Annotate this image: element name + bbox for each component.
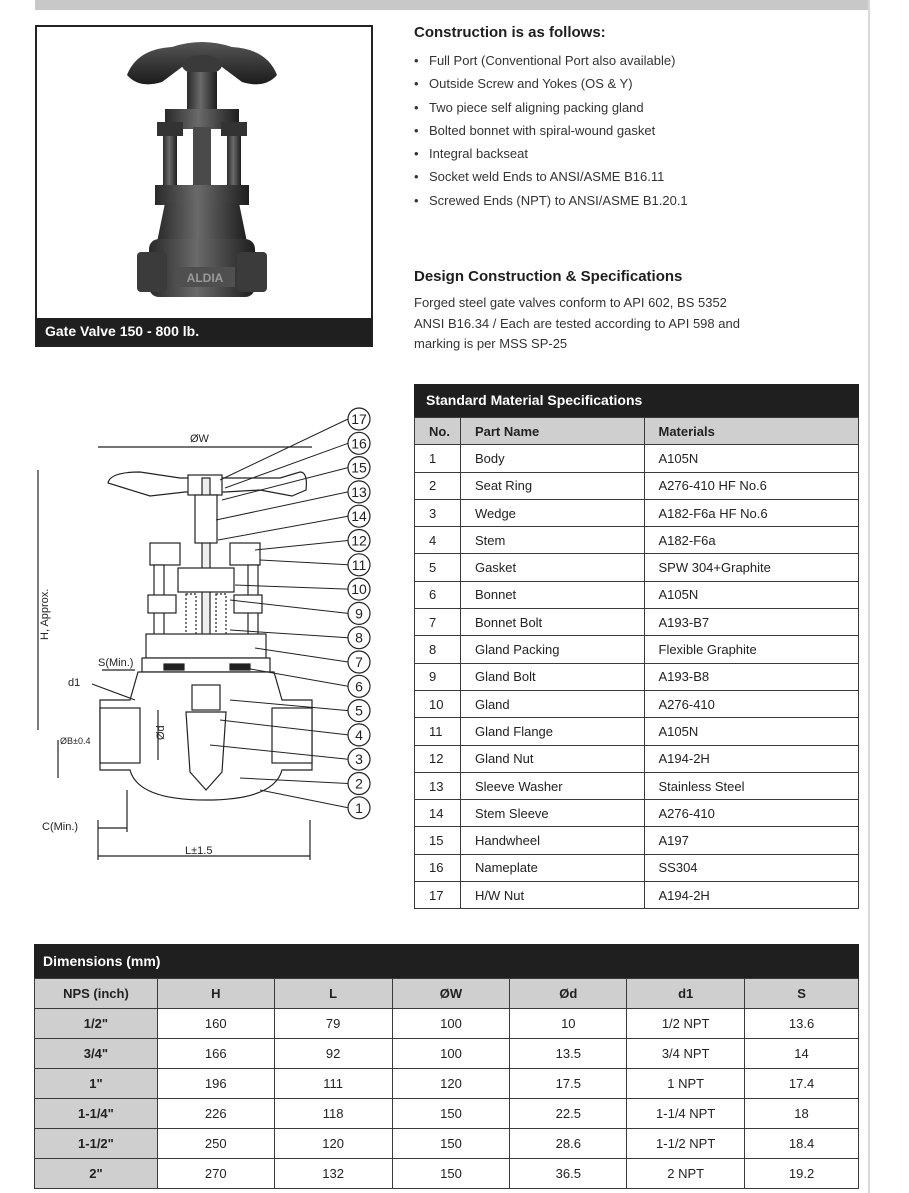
table-cell: 1 [415,445,461,472]
column-header: d1 [627,979,745,1009]
table-cell: 100 [392,1039,510,1069]
table-cell: 19.2 [745,1159,859,1189]
table-cell: 120 [274,1129,392,1159]
design-text [414,293,854,355]
table-cell: 120 [392,1069,510,1099]
material-spec-title: Standard Material Specifications [414,384,859,417]
nps-cell: 1/2" [35,1009,158,1039]
table-row [35,1129,859,1159]
table-cell: 8 [415,636,461,663]
dim-label-l: L±1.5 [185,845,213,857]
table-cell: 250 [157,1129,274,1159]
column-header: Part Name [460,418,644,445]
table-cell: 18.4 [745,1129,859,1159]
table-cell: Gland Nut [460,745,644,772]
table-cell: 79 [274,1009,392,1039]
material-spec-table [414,417,859,909]
column-header: H [157,979,274,1009]
nps-cell: 1" [35,1069,158,1099]
table-cell: SS304 [644,854,859,881]
table-row [415,554,859,581]
nps-cell: 3/4" [35,1039,158,1069]
table-cell: 36.5 [510,1159,627,1189]
column-header: S [745,979,859,1009]
table-row [415,745,859,772]
table-cell: 196 [157,1069,274,1099]
column-header: No. [415,418,461,445]
dimensions-section [34,944,859,1189]
table-row [35,1039,859,1069]
table-cell: H/W Nut [460,882,644,909]
table-row [415,772,859,799]
table-cell: 17 [415,882,461,909]
table-cell: SPW 304+Graphite [644,554,859,581]
callout-leader [260,790,348,808]
table-row [415,800,859,827]
table-cell: 6 [415,581,461,608]
table-cell: 100 [392,1009,510,1039]
dim-label-w: ØW [190,433,209,445]
table-cell: 132 [274,1159,392,1189]
dim-label-s: S(Min.) [98,657,134,669]
table-cell: A193-B8 [644,663,859,690]
table-row [35,1099,859,1129]
table-cell: 15 [415,827,461,854]
table-cell: 160 [157,1009,274,1039]
valve-drawing-svg [30,400,380,880]
dimensions-title: Dimensions (mm) [34,944,859,978]
valve-section-drawing [30,400,380,880]
table-cell: Gland Packing [460,636,644,663]
table-row [35,1069,859,1099]
table-cell: 9 [415,663,461,690]
table-cell: 22.5 [510,1099,627,1129]
callout-number: 11 [351,556,367,573]
valve-logo-text: ALDIA [186,271,224,285]
table-cell: 1-1/4 NPT [627,1099,745,1129]
table-cell: 3 [415,499,461,526]
table-row [415,581,859,608]
table-cell: 1 NPT [627,1069,745,1099]
table-cell: 2 [415,472,461,499]
callout-number: 15 [351,459,367,476]
table-row [415,609,859,636]
gate-valve-image-icon [37,27,371,318]
top-divider-bar [35,0,870,10]
table-cell: 17.5 [510,1069,627,1099]
table-cell: 10 [415,690,461,717]
table-cell: 92 [274,1039,392,1069]
table-row [415,690,859,717]
table-cell: 10 [510,1009,627,1039]
table-row [415,663,859,690]
table-cell: 166 [157,1039,274,1069]
list-item: • Full Port (Conventional Port also available) [414,49,854,72]
column-header: Materials [644,418,859,445]
table-cell: A276-410 [644,690,859,717]
callout-number: 3 [355,751,363,768]
table-cell: 28.6 [510,1129,627,1159]
dim-label-d: Ød [155,725,167,740]
table-row [415,527,859,554]
table-row [415,827,859,854]
table-row [415,499,859,526]
callout-leader [220,419,348,480]
design-title: Design Construction & Specifications [414,268,683,285]
table-cell: Body [460,445,644,472]
table-cell: 150 [392,1159,510,1189]
list-item: • Outside Screw and Yokes (OS & Y) [414,72,854,95]
table-cell: 1/2 NPT [627,1009,745,1039]
table-row [415,636,859,663]
callout-number: 7 [355,654,363,670]
callout-number: 4 [355,726,363,743]
table-cell: A105N [644,445,859,472]
nps-cell: 2" [35,1159,158,1189]
table-row [415,445,859,472]
callout-number: 1 [355,799,363,816]
design-section [414,268,854,355]
callout-number: 10 [351,581,367,598]
table-row [415,472,859,499]
table-cell: A105N [644,718,859,745]
callout-number: 2 [355,775,363,792]
table-cell: A194-2H [644,882,859,909]
table-row [415,718,859,745]
callout-number: 13 [351,483,367,500]
material-spec-section [414,384,859,909]
table-cell: 11 [415,718,461,745]
design-line: marking is per MSS SP-25 [414,336,568,351]
construction-title: Construction is as follows: [414,24,606,41]
construction-section [414,24,854,212]
table-cell: 7 [415,609,461,636]
table-cell: 14 [415,800,461,827]
table-cell: A276-410 [644,800,859,827]
table-cell: 18 [745,1099,859,1129]
table-cell: 4 [415,527,461,554]
right-edge-line [868,0,870,1193]
callout-number: 5 [355,702,363,719]
callout-number: 8 [355,629,363,646]
table-cell: A105N [644,581,859,608]
table-cell: A197 [644,827,859,854]
table-cell: Flexible Graphite [644,636,859,663]
nps-cell: 1-1/2" [35,1129,158,1159]
table-cell: 5 [415,554,461,581]
callout-number: 14 [351,508,367,525]
table-cell: Bonnet [460,581,644,608]
design-line: Forged steel gate valves conform to API 602, BS 5352 [414,295,727,310]
dim-label-b: ØB±0.4 [60,736,91,746]
callout-number: 17 [351,411,367,427]
dim-label-d1: d1 [68,677,81,689]
list-item: • Two piece self aligning packing gland [414,96,854,119]
design-line: ANSI B16.34 / Each are tested according to API 598 and [414,315,740,331]
table-cell: Gland Bolt [460,663,644,690]
table-cell: Stainless Steel [644,772,859,799]
table-cell: 13.6 [745,1009,859,1039]
table-cell: 2 NPT [627,1159,745,1189]
table-cell: Stem [460,527,644,554]
table-cell: 150 [392,1129,510,1159]
dimensions-table [34,978,859,1189]
column-header: L [274,979,392,1009]
table-cell: 150 [392,1099,510,1129]
list-item: • Bolted bonnet with spiral-wound gasket [414,119,854,142]
product-photo-card [35,25,373,347]
table-cell: Nameplate [460,854,644,881]
table-row [35,1159,859,1189]
table-cell: Bonnet Bolt [460,609,644,636]
table-row [415,854,859,881]
list-item: • Screwed Ends (NPT) to ANSI/ASME B1.20.1 [414,189,854,212]
table-cell: Gland Flange [460,718,644,745]
callout-leader [218,516,348,540]
table-cell: A182-F6a [644,527,859,554]
callout-number: 9 [355,605,363,622]
table-cell: 13 [415,772,461,799]
table-cell: A182-F6a HF No.6 [644,499,859,526]
nps-cell: 1-1/4" [35,1099,158,1129]
dim-label-c: C(Min.) [42,821,79,833]
table-cell: A194-2H [644,745,859,772]
table-cell: Handwheel [460,827,644,854]
table-cell: 3/4 NPT [627,1039,745,1069]
table-cell: 16 [415,854,461,881]
table-cell: Gasket [460,554,644,581]
callout-number: 6 [355,678,363,695]
table-cell: 14 [745,1039,859,1069]
table-cell: 226 [157,1099,274,1129]
table-cell: Wedge [460,499,644,526]
construction-list [414,49,854,212]
table-cell: Sleeve Washer [460,772,644,799]
callout-number: 12 [351,532,367,549]
column-header: ØW [392,979,510,1009]
dim-label-h: H, Approx. [39,588,51,640]
callout-number: 16 [351,435,367,452]
table-cell: Gland [460,690,644,717]
list-item: • Integral backseat [414,142,854,165]
table-row [35,1009,859,1039]
column-header: Ød [510,979,627,1009]
table-row [415,882,859,909]
table-cell: A276-410 HF No.6 [644,472,859,499]
table-cell: 13.5 [510,1039,627,1069]
callout-leader [260,560,348,565]
table-cell: 12 [415,745,461,772]
table-cell: 118 [274,1099,392,1129]
list-item: • Socket weld Ends to ANSI/ASME B16.11 [414,165,854,188]
column-header: NPS (inch) [35,979,158,1009]
gate-valve-photo [37,27,371,318]
photo-caption: Gate Valve 150 - 800 lb. [37,318,371,345]
table-cell: Seat Ring [460,472,644,499]
table-cell: Stem Sleeve [460,800,644,827]
callout-leader [255,541,348,551]
table-cell: 111 [274,1069,392,1099]
table-cell: 1-1/2 NPT [627,1129,745,1159]
table-cell: 17.4 [745,1069,859,1099]
table-cell: A193-B7 [644,609,859,636]
table-cell: 270 [157,1159,274,1189]
